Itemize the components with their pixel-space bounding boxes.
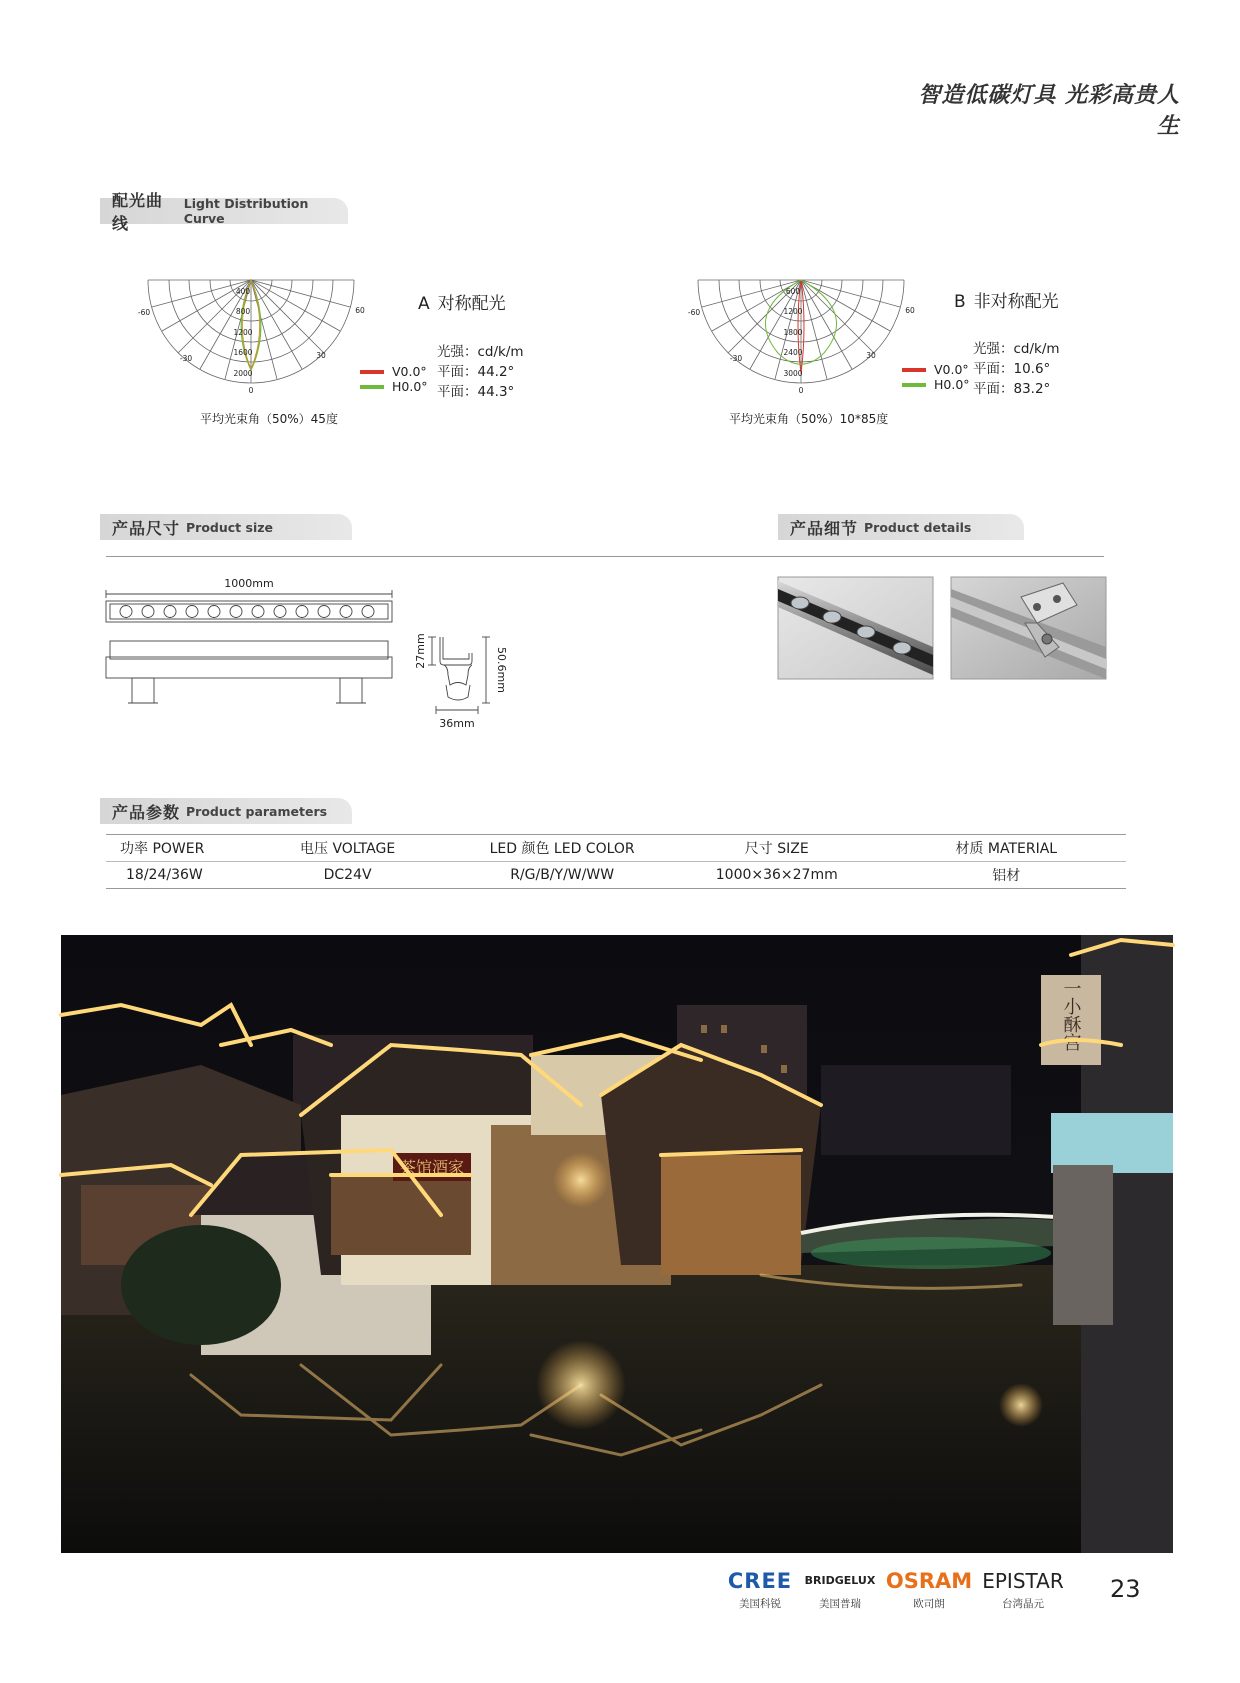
angle-label: 60 <box>905 306 915 315</box>
section-title-en: Product parameters <box>186 803 328 819</box>
section-tab-size <box>100 514 352 540</box>
dim-total: 50.6mm <box>495 647 508 693</box>
stat-unit: 光强：cd/k/m <box>437 344 524 360</box>
brand-logo: OSRAM <box>885 1569 973 1593</box>
radial-label: 2000 <box>233 369 253 378</box>
stat-h: 平面：83.2° <box>973 381 1051 397</box>
polar-chart-b <box>678 268 938 398</box>
legend-b <box>902 362 970 392</box>
angle-label: 0 <box>248 386 254 395</box>
chart-a-title-text: 对称配光 <box>437 294 506 314</box>
legend-item <box>902 362 970 377</box>
legend-item <box>360 364 428 379</box>
page-number: 23 <box>1110 1575 1141 1603</box>
chart-a-title <box>418 289 506 314</box>
stat-h: 平面：44.3° <box>437 384 515 400</box>
section-title-en: Product details <box>864 519 972 535</box>
section-tab-curve <box>100 191 348 233</box>
section-title-en: Product size <box>186 519 273 535</box>
detail-photo-bracket <box>951 577 1106 679</box>
legend-swatch <box>902 368 926 372</box>
angle-label: -60 <box>687 308 701 317</box>
table-cell: DC24V <box>238 862 457 889</box>
chart-b-title-text: 非对称配光 <box>973 292 1059 312</box>
radial-label: 1200 <box>783 307 803 316</box>
product-size-drawing <box>100 575 520 730</box>
chart-b-title <box>954 287 1059 312</box>
table-header: 材质 MATERIAL <box>887 835 1126 862</box>
brand-name-cn: 美国科锐 <box>739 1598 781 1610</box>
section-title-zh: 产品参数 <box>112 802 181 822</box>
legend-a <box>360 364 428 394</box>
legend-item <box>360 379 428 394</box>
section-title-zh: 产品尺寸 <box>112 518 181 538</box>
beam-angle-b: 平均光束角（50%）10*85度 <box>729 412 889 426</box>
header-slogan: 智造低碳灯具 光彩高贵人生 <box>918 82 1180 139</box>
angle-label: 30 <box>316 351 326 360</box>
brand-name-cn: 美国普瑞 <box>819 1598 861 1610</box>
detail-photo-leds <box>778 577 933 679</box>
stat-v: 平面：10.6° <box>973 361 1051 377</box>
section-tab-params <box>100 798 352 824</box>
dim-length: 1000mm <box>224 577 274 590</box>
angle-label: 30 <box>866 351 876 360</box>
angle-label: 60 <box>355 306 365 315</box>
section-title-zh: 配光曲线 <box>112 191 164 233</box>
table-cell: R/G/B/Y/W/WW <box>457 862 667 889</box>
led-row <box>120 606 374 618</box>
radial-label: 2400 <box>783 348 803 357</box>
chart-b-letter: B <box>954 292 966 312</box>
angle-label: -30 <box>179 354 193 363</box>
table-row <box>106 862 1126 889</box>
radial-label: 800 <box>235 307 251 316</box>
photo-sign-text: 一小酥宫 <box>1060 979 1082 1051</box>
legend-label: V0.0° <box>934 362 969 377</box>
angle-label: -60 <box>137 308 151 317</box>
radial-label: 400 <box>235 287 251 296</box>
legend-item <box>902 377 970 392</box>
radial-label: 1200 <box>233 328 253 337</box>
legend-swatch <box>360 385 384 389</box>
legend-label: V0.0° <box>392 364 427 379</box>
brand-epistar <box>968 1568 1078 1611</box>
brand-logo: CREE <box>727 1569 793 1593</box>
stats-b <box>973 339 1060 399</box>
radial-label: 600 <box>785 287 801 296</box>
table-cell: 铝材 <box>887 862 1126 889</box>
shop-sign-text: 茶馆酒家 <box>399 1158 465 1177</box>
table-cell: 1000×36×27mm <box>667 862 887 889</box>
section-title-en: Light Distribution Curve <box>183 196 309 226</box>
brand-logo: EPISTAR <box>982 1569 1064 1593</box>
table-header: LED 颜色 LED COLOR <box>457 835 667 862</box>
table-header: 功率 POWER <box>106 835 238 862</box>
table-header-row <box>106 835 1126 862</box>
table-header: 尺寸 SIZE <box>667 835 887 862</box>
radial-label: 3000 <box>783 369 803 378</box>
stat-v: 平面：44.2° <box>437 364 515 380</box>
angle-label: 0 <box>798 386 804 395</box>
table-header: 电压 VOLTAGE <box>238 835 457 862</box>
brand-bridgelux <box>800 1568 880 1611</box>
legend-swatch <box>360 370 384 374</box>
brand-name-cn: 欧司朗 <box>913 1598 945 1610</box>
legend-label: H0.0° <box>934 377 970 392</box>
radial-label: 1800 <box>783 328 803 337</box>
section-tab-details <box>778 514 1024 540</box>
application-photo <box>61 935 1173 1553</box>
angle-label: -30 <box>729 354 743 363</box>
dim-height: 27mm <box>414 633 427 669</box>
table-cell: 18/24/36W <box>106 862 238 889</box>
section-title-zh: 产品细节 <box>790 518 859 538</box>
params-table <box>106 834 1126 889</box>
legend-swatch <box>902 383 926 387</box>
radial-label: 1600 <box>233 348 253 357</box>
stats-a <box>437 342 524 402</box>
stat-unit: 光强：cd/k/m <box>973 341 1060 357</box>
brand-cree <box>720 1568 800 1611</box>
legend-label: H0.0° <box>392 379 428 394</box>
dim-width: 36mm <box>439 717 475 730</box>
divider <box>106 556 1104 557</box>
brand-name-cn: 台湾晶元 <box>1002 1598 1044 1610</box>
chart-a-letter: A <box>418 294 430 314</box>
brand-logo: BRIDGELUX <box>804 1574 876 1587</box>
beam-angle-a: 平均光束角（50%）45度 <box>200 412 338 426</box>
polar-chart-a <box>128 268 388 398</box>
